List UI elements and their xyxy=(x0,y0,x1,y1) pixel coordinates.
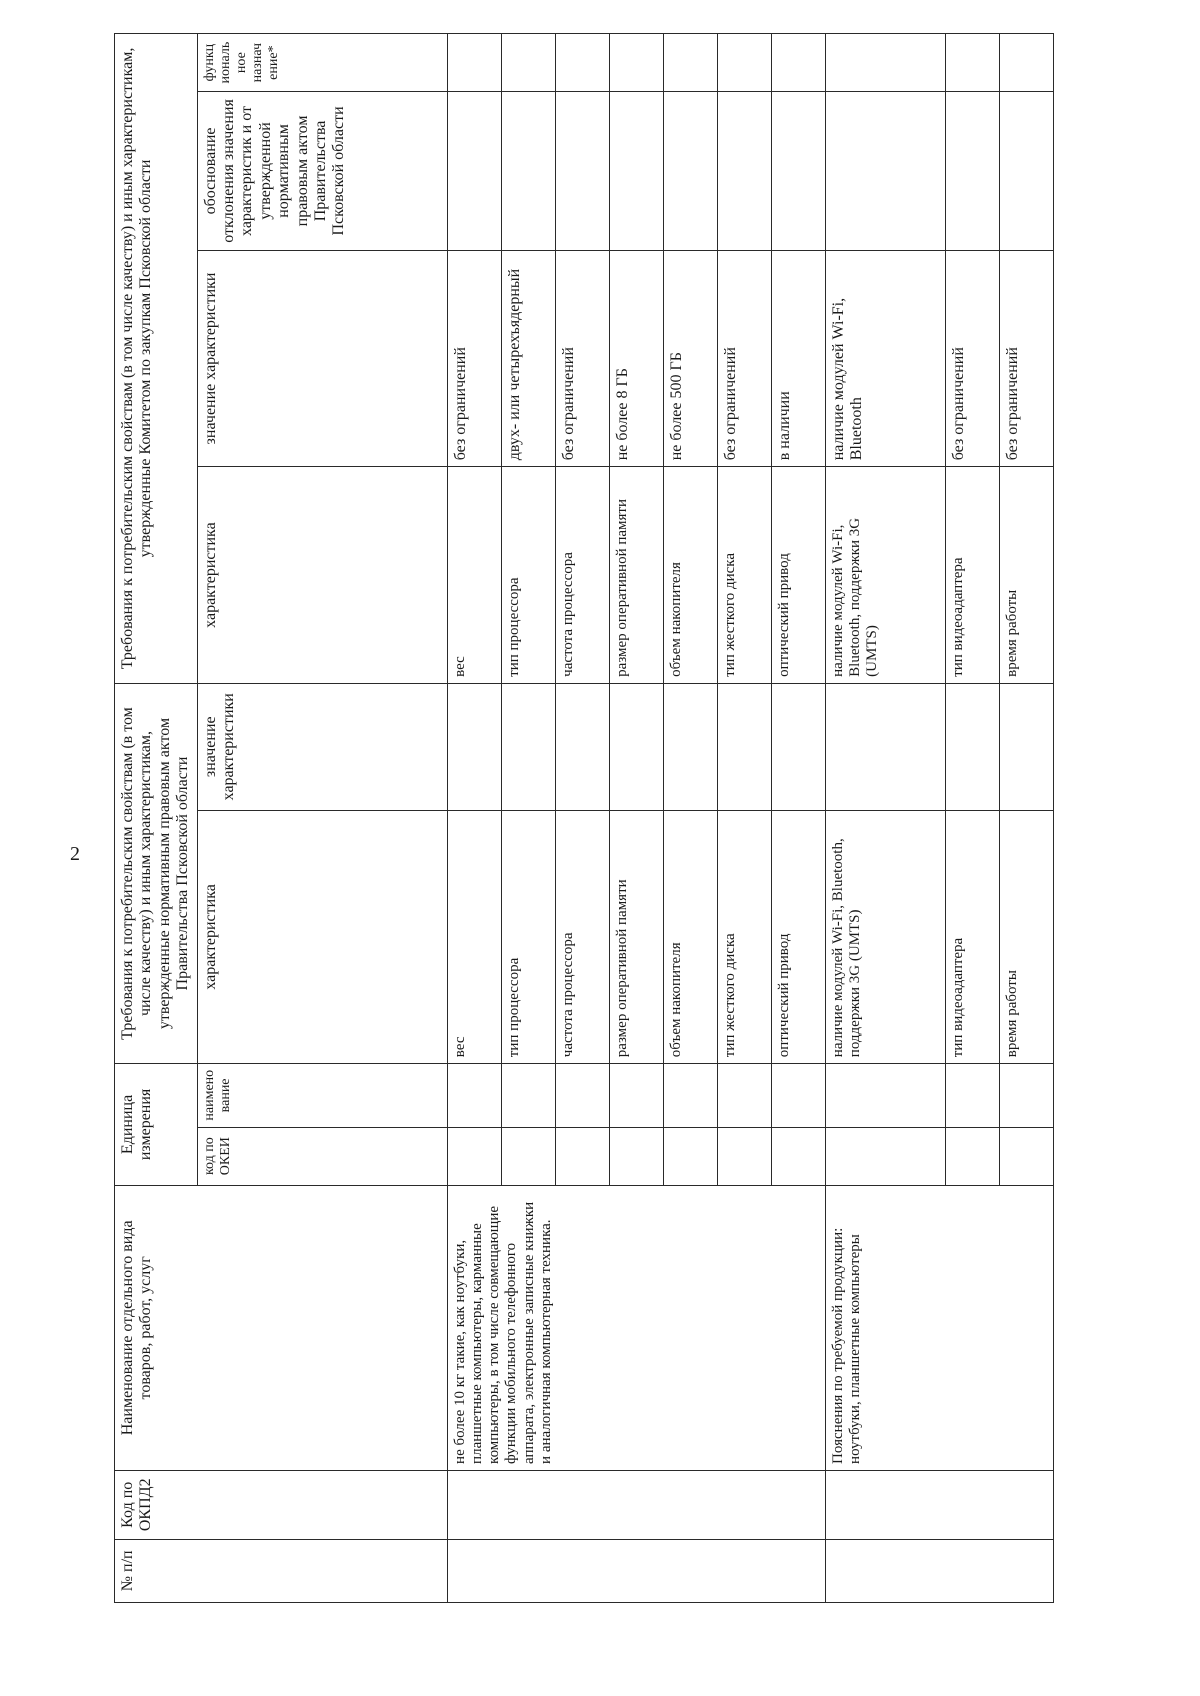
committee-characteristic: вес xyxy=(447,467,501,684)
committee-value: без ограничений xyxy=(945,250,999,467)
committee-value: без ограничений xyxy=(717,250,771,467)
rotated-table-sheet xyxy=(114,33,1054,1603)
product-note: Пояснения по требуемой продукции: ноутбуки, планшетные компьютеры xyxy=(825,1185,1053,1470)
header-req-gov: Требования к потребительским свойствам (в том числе качеству) и иным характеристикам, утвержденные нормативным правовым актом Правительства Псковской области xyxy=(115,683,198,1063)
header-unit-name: наимено вание xyxy=(197,1064,447,1127)
committee-characteristic: тип видеоадаптера xyxy=(945,467,999,684)
header-committee-justification: обоснование отклонения значения характеристик и от утвержденной нормативным правовым актом Правительства Псковской области xyxy=(197,92,447,250)
header-gov-characteristic: характеристика xyxy=(197,810,447,1064)
committee-characteristic: тип процессора xyxy=(501,467,555,684)
committee-characteristic: размер оперативной памяти xyxy=(609,467,663,684)
gov-characteristic: частота процессора xyxy=(555,810,609,1064)
committee-characteristic: объем накопителя xyxy=(663,467,717,684)
committee-value: двух- или четырехъядерный xyxy=(501,250,555,467)
header-unit-code: код по ОКЕИ xyxy=(197,1127,447,1185)
gov-characteristic: объем накопителя xyxy=(663,810,717,1064)
committee-value: без ограничений xyxy=(447,250,501,467)
committee-characteristic: наличие модулей Wi-Fi, Bluetooth, поддержки 3G (UMTS) xyxy=(825,467,945,684)
committee-characteristic: тип жесткого диска xyxy=(717,467,771,684)
gov-characteristic: тип видеоадаптера xyxy=(945,810,999,1064)
committee-value: в наличии xyxy=(771,250,825,467)
committee-value: без ограничений xyxy=(555,250,609,467)
header-req-committee: Требования к потребительским свойствам (в том числе качеству) и иным характеристикам, утвержденные Комитетом по закупкам Псковской области xyxy=(115,34,198,684)
table-row xyxy=(447,34,501,1603)
committee-value: без ограничений xyxy=(999,250,1053,467)
gov-characteristic: оптический привод xyxy=(771,810,825,1064)
committee-value: не более 8 ГБ xyxy=(609,250,663,467)
header-committee-function: функц иональ ное назнач ение* xyxy=(197,34,447,92)
table-row xyxy=(825,34,945,1603)
header-okpd: Код по ОКПД2 xyxy=(115,1470,448,1539)
committee-value: наличие модулей Wi-Fi, Bluetooth xyxy=(825,250,945,467)
committee-characteristic: время работы xyxy=(999,467,1053,684)
requirements-table xyxy=(114,33,1054,1603)
committee-characteristic: частота процессора xyxy=(555,467,609,684)
gov-characteristic: время работы xyxy=(999,810,1053,1064)
gov-characteristic: тип процессора xyxy=(501,810,555,1064)
gov-characteristic: наличие модулей Wi-Fi, Bluetooth, поддержки 3G (UMTS) xyxy=(825,810,945,1064)
header-committee-characteristic: характеристика xyxy=(197,467,447,684)
header-committee-value: значение характеристики xyxy=(197,250,447,467)
product-description: не более 10 кг такие, как ноутбуки, планшетные компьютеры, карманные компьютеры, в том числе совмещающие функции мобильного телефонного аппарата, электронные записные книжки и аналогичная компьютерная техника. xyxy=(447,1185,825,1470)
gov-characteristic: тип жесткого диска xyxy=(717,810,771,1064)
header-gov-value: значение характеристики xyxy=(197,683,447,810)
gov-characteristic: размер оперативной памяти xyxy=(609,810,663,1064)
page-number: 2 xyxy=(70,843,80,865)
committee-characteristic: оптический привод xyxy=(771,467,825,684)
header-num: № п/п xyxy=(115,1539,448,1602)
header-name: Наименование отдельного вида товаров, работ, услуг xyxy=(115,1185,448,1470)
header-unit: Единица измерения xyxy=(115,1064,198,1186)
gov-characteristic: вес xyxy=(447,810,501,1064)
committee-value: не более 500 ГБ xyxy=(663,250,717,467)
